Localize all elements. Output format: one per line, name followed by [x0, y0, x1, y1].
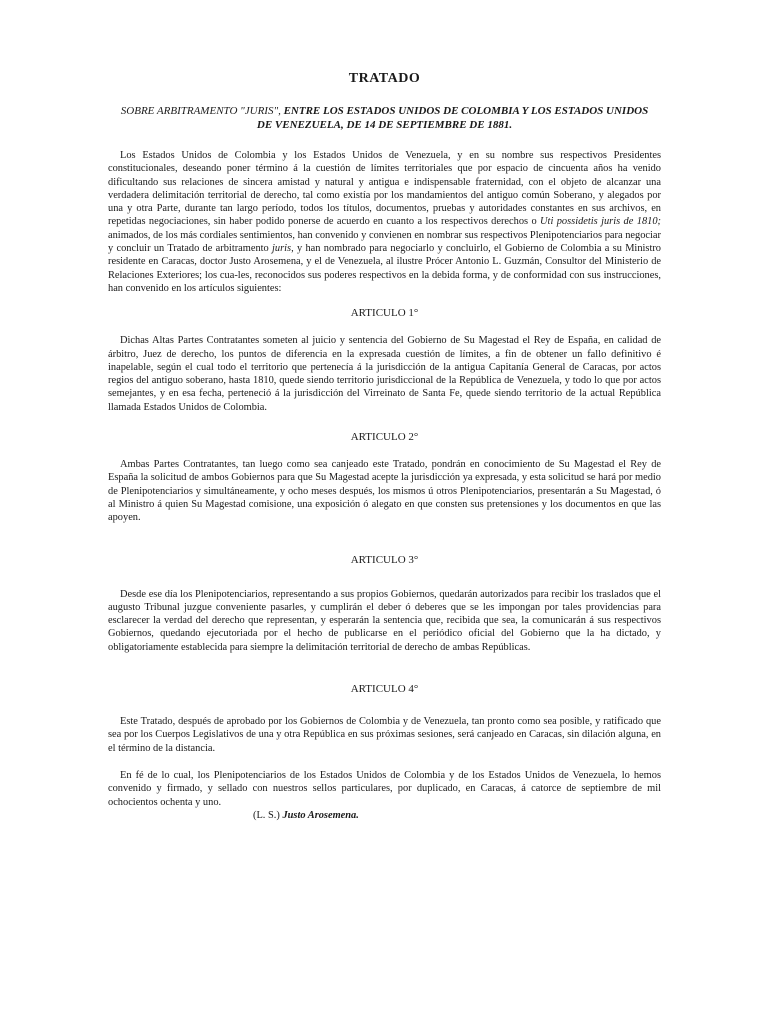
- preamble-italic-juris: juris,: [272, 243, 294, 255]
- subtitle-lead: SOBRE ARBITRAMENTO "JURIS",: [120, 105, 281, 117]
- document-page: [108, 70, 661, 822]
- article-2-heading: ARTICULO 2°: [350, 431, 419, 444]
- article-2-text: Ambas Partes Contratantes, tan luego como sea canjeado este Tratado, pondrán en conocimiento de Su Magestad el Rey de España la solicitud de ambos Gobiernos para que Su Magestad acepte la jurisdicción ya expresada, y esta solicitud se hará por medio de Plenipotenciarios y simultáneamente, y ocho meses después, los mismos ú otros Plenipotenciarios, presentarán a Su Magestad, ó al Ministro á quien Su Magestad comisione, una exposición ó alegato en que consten sus pretensiones y los documentos en que las apoyen.: [108, 459, 661, 524]
- document-title: TRATADO: [348, 71, 421, 86]
- article-3-text: Desde ese día los Plenipotenciarios, representando a sus propios Gobiernos, quedarán autorizados para recibir los traslados que el augusto Tribunal juzgue conveniente pasarles, y cumplirán el deber ó deberes que se les impongan por tales providencias para esclarecer la verdad del derecho que representan, y esperarán la sentencia que, recibida que sea, la comunicarán á sus respectivos Gobiernos, quedando ejecutoriada por el hecho de publicarse en el periódico oficial del Gobierno que la ha dictado, y obligatoriamente establecida para siempre la delimitación territorial de derecho de ambas Repúblicas.: [108, 588, 661, 653]
- article-4-heading: ARTICULO 4°: [350, 683, 419, 696]
- signature-line: [108, 809, 661, 822]
- article-1-text: Dichas Altas Partes Contratantes someten al juicio y sentencia del Gobierno de Su Magestad el Rey de España, en calidad de árbitro, Juez de derecho, los puntos de diferencia en la expresada cuestión de límites, a fin de obtener un fallo definitivo é inapelable, según el cual todo el territorio que pertenecía á la jurisdicción de la antigua Capitanía General de Caracas, por actos regios del antiguo soberano, hasta 1810, quede siendo territorio jurisdiccional de la República de Venezuela, y todo lo que por actos semejantes, y en esa fecha, perteneció á la jurisdicción del Virreinato de Santa Fe, quede siendo territorio de la actual República llamada Estados Unidos de Colombia.: [108, 335, 661, 413]
- seal-mark: (L. S.): [253, 809, 280, 821]
- closing-paragraph: En fé de lo cual, los Plenipotenciarios de los Estados Unidos de Colombia y de los Estados Unidos de Venezuela, lo hemos convenido y firmado, y sellado con nuestros sellos particulares, por duplicado, en Caracas, á catorce de septiembre de mil ochocientos ochenta y uno.: [108, 769, 661, 808]
- preamble-paragraph: [108, 149, 661, 295]
- preamble-text-2: animados, de los más cordiales sentimientos, han convenido y convienen en nombrar sus respectivos Plenipotenciarios para negociar y concluir un Tratado de arbitramento: [108, 229, 661, 255]
- signatory-name: Justo Arosemena.: [282, 809, 359, 821]
- article-4-text: Este Tratado, después de aprobado por los Gobiernos de Colombia y de Venezuela, tan pronto como sea posible, y ratificado que sea por los Cuerpos Legislativos de una y otra República en sus próximas sesiones, será canjeado en Caracas, sin dilación alguna, en el término de la distancia.: [108, 716, 661, 754]
- preamble-text-3: y han nombrado para negociarlo y concluirlo, el Gobierno de Colombia a su Ministro residente en Caracas, doctor Justo Arosemena, y el de Venezuela, al ilustre Prócer Antonio L. Guzmán, Consultor del Ministerio de Relaciones Exteriores; los cua-les, reconocidos sus poderes respectivos en la debida forma, y de conformidad con sus instrucciones, han convenido en los artículos siguientes:: [108, 243, 661, 294]
- subtitle-rest: ENTRE LOS ESTADOS UNIDOS DE COLOMBIA Y LOS ESTADOS UNIDOS DE VENEZUELA, DE 14 DE SEPTIEMBRE DE 1881.: [256, 105, 649, 131]
- document-subtitle: [108, 105, 661, 132]
- preamble-italic-uti-possidetis: Uti possidetis juris de 1810;: [540, 216, 661, 228]
- preamble-text-1: Los Estados Unidos de Colombia y los Estados Unidos de Venezuela, y en su nombre sus respectivos Presidentes constitucionales, deseando poner término á la cuestión de límites territoriales que por espacio de cincuenta años ha venido dificultando sus relaciones de sincera amistad y natural y antigua e indispensable fraternidad, con el objeto de alcanzar una verdadera delimitación territorial de derecho, tal como existía por los mandamientos del antiguo común Soberano, y alegados por una y otra Parte, durante tan largo período, todos los títulos, documentos, pruebas y autoridades constantes en sus archivos, en repetidas negociaciones, sin haber podido ponerse de acuerdo en cuanto a los respectivos derechos o: [108, 150, 661, 228]
- article-3-heading: ARTICULO 3°: [350, 553, 419, 566]
- article-1-heading: ARTICULO 1°: [350, 307, 419, 320]
